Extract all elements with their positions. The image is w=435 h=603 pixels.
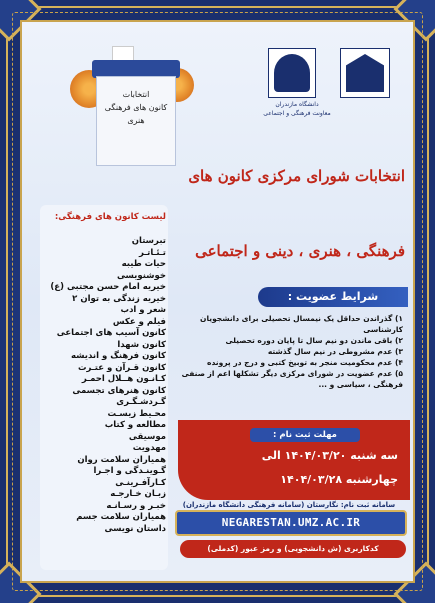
list-item: کانون هنرهای تجسمی (72, 385, 166, 396)
registration-text: سامانه ثبت نام: نگارستان (سامانه فرهنگی دانشگاه مازندران) (182, 501, 396, 509)
list-item: زبـان خـارجـه (110, 489, 166, 499)
list-item: خیریه امام حسن مجتبی (ع) (50, 282, 166, 292)
list-item: خوشنویسی (116, 270, 166, 281)
list-item: کانون شهدا (117, 339, 166, 350)
ballot-label: انتخابات کانون های فرهنگی هنری (104, 90, 168, 125)
main-title: انتخابات شورای مرکزی کانون های (188, 167, 405, 185)
main-subtitle: فرهنگی ، هنری ، دینی و اجتماعی (195, 242, 405, 260)
conditions-heading: شرایط عضویت : (258, 287, 408, 307)
list-item: کانون قـرآن و عتـرت (77, 362, 166, 373)
club-list-heading: لیست کانون های فرهنگی: (54, 212, 166, 222)
list-item: شعر و ادب (120, 305, 166, 315)
list-item: کانون فرهنگ و اندیشه (70, 351, 166, 361)
login-info: کدکاربری (ش دانشجویی) و رمز عبور (کدملی) (180, 540, 406, 558)
deadline-end: چهارشنبه ۱۴۰۴/۰۳/۲۸ (280, 473, 398, 486)
list-item: کـارآفـرینـی (115, 477, 166, 488)
condition-item: ۲) باقی ماندن دو نیم سال تا پایان دوره تحصیلی (225, 336, 403, 345)
list-item: همیاران سلامت جسم (76, 512, 166, 522)
list-item: کـانـون هــلال احمـر (81, 374, 166, 384)
university-logo-icon (340, 48, 390, 98)
list-item: مهدویت (132, 443, 166, 453)
list-item: گـردشـگـری (116, 397, 166, 407)
condition-item: ۵) عدم عضویت در شورای مرکزی دیگر تشکلها اعم از صنفی (181, 369, 403, 378)
ballot-box-icon (92, 60, 180, 168)
list-item: حیات طیبه (121, 259, 166, 269)
list-item: تـئـاتـر (138, 247, 166, 258)
list-item: فیلم و عکس (112, 316, 166, 327)
list-item: موسیقی (128, 431, 166, 442)
condition-item: ۱) گذراندن حداقل یک نیمسال تحصیلی برای دانشجویان کارشناسی (200, 314, 403, 334)
list-item: داستان نویسی (104, 523, 166, 534)
list-item: مطالعه و کتاب (104, 420, 166, 430)
club-list (44, 236, 166, 535)
deadline-label: مهلت ثبت نام : (250, 428, 360, 442)
list-item: همیاران سلامت روان (77, 454, 166, 465)
list-item: تبرستان (131, 236, 166, 246)
condition-item: فرهنگی ، سیاسی و ... (318, 380, 403, 389)
list-item: کانون آسیب های اجتماعی (56, 328, 166, 338)
deadline-start: سه شنبه ۱۴۰۴/۰۳/۲۰ الی (261, 449, 398, 462)
conditions-list (175, 313, 403, 390)
registration-url[interactable]: NEGARESTAN.UMZ.AC.IR (175, 510, 407, 536)
logo-caption: دانشگاه مازندران معاونت فرهنگی و اجتماعی (263, 101, 331, 117)
list-item: خیریه زندگی به توان ۲ (72, 293, 166, 304)
condition-item: ۴) عدم محکومیت منجر به توبیخ کتبی و درج در پرونده (207, 358, 403, 367)
list-item: گـوینـدگی و اجـرا (93, 466, 166, 476)
cultural-affairs-logo-icon (268, 48, 316, 98)
condition-item: ۳) عدم مشروطی در نیم سال گذشته (267, 347, 403, 356)
list-item: خبـر و رسـانـه (106, 500, 166, 511)
list-item: محـیط زیسـت (107, 408, 166, 419)
